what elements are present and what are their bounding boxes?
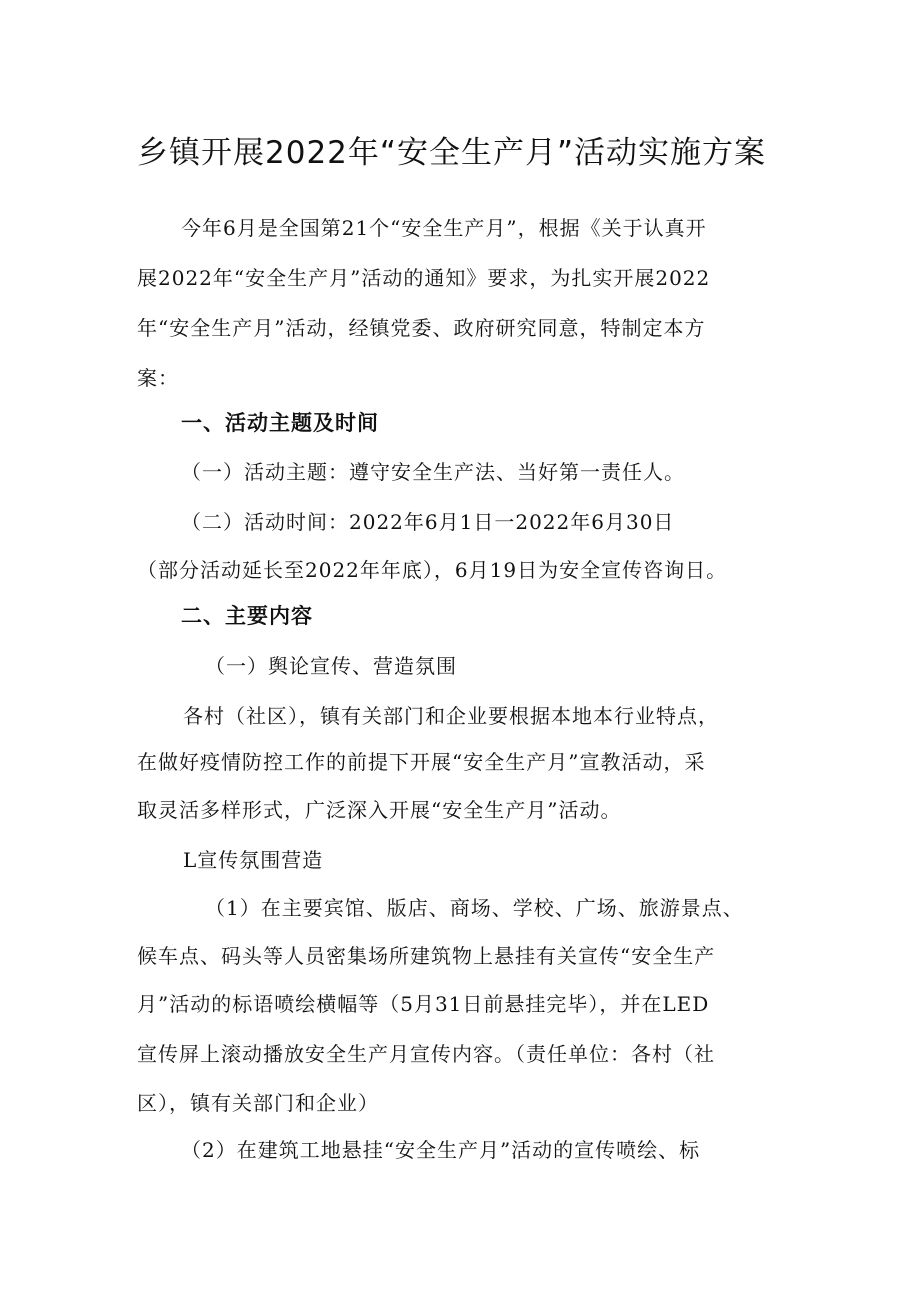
paragraph-line: （1）在主要宾馆、版店、商场、学校、广场、旅游景点、 [205,896,744,920]
paragraph-line: （二）活动时间：2022年6月1日一2022年6月30日 [181,510,675,534]
paragraph-line: （一）活动主题：遵守安全生产法、当好第一责任人。 [181,460,685,484]
paragraph-line: 取灵活多样形式，广泛深入开展“安全生产月”活动。 [137,798,622,822]
subsection-heading: （一）舆论宣传、营造氛围 [205,654,457,678]
section-heading-1: 一、活动主题及时间 [181,411,379,435]
paragraph-line: 宣传屏上滚动播放安全生产月宣传内容。（责任单位：各村（社 [137,1042,715,1066]
paragraph-line: 年“安全生产月”活动，经镇党委、政府研究同意，特制定本方 [137,316,706,340]
paragraph-line: 候车点、码头等人员密集场所建筑物上悬挂有关宣传“安全生产 [137,944,716,968]
paragraph-line: 今年6月是全国第21个“安全生产月”，根据《关于认真开 [181,216,707,240]
paragraph-line: L宣传氛围营造 [183,848,324,872]
paragraph-line: 案： [137,366,179,390]
paragraph-line: 各村（社区），镇有关部门和企业要根据本地本行业特点， [183,704,719,728]
paragraph-line: 展2022年“安全生产月”活动的通知》要求，为扎实开展2022 [137,266,711,290]
paragraph-line: （2）在建筑工地悬挂“安全生产月”活动的宣传喷绘、标 [181,1138,701,1162]
paragraph-line: 在做好疫情防控工作的前提下开展“安全生产月”宣教活动，采 [137,750,706,774]
paragraph-line: 区），镇有关部门和企业） [137,1091,379,1115]
document-title: 乡镇开展2022年“安全生产月”活动实施方案 [137,135,767,171]
paragraph-line: （部分活动延长至2022年年底），6月19日为安全宣传咨询日。 [137,558,728,582]
section-heading-2: 二、主要内容 [181,604,313,628]
paragraph-line: 月”活动的标语喷绘横幅等（5月31日前悬挂完毕），并在LED [137,992,710,1016]
